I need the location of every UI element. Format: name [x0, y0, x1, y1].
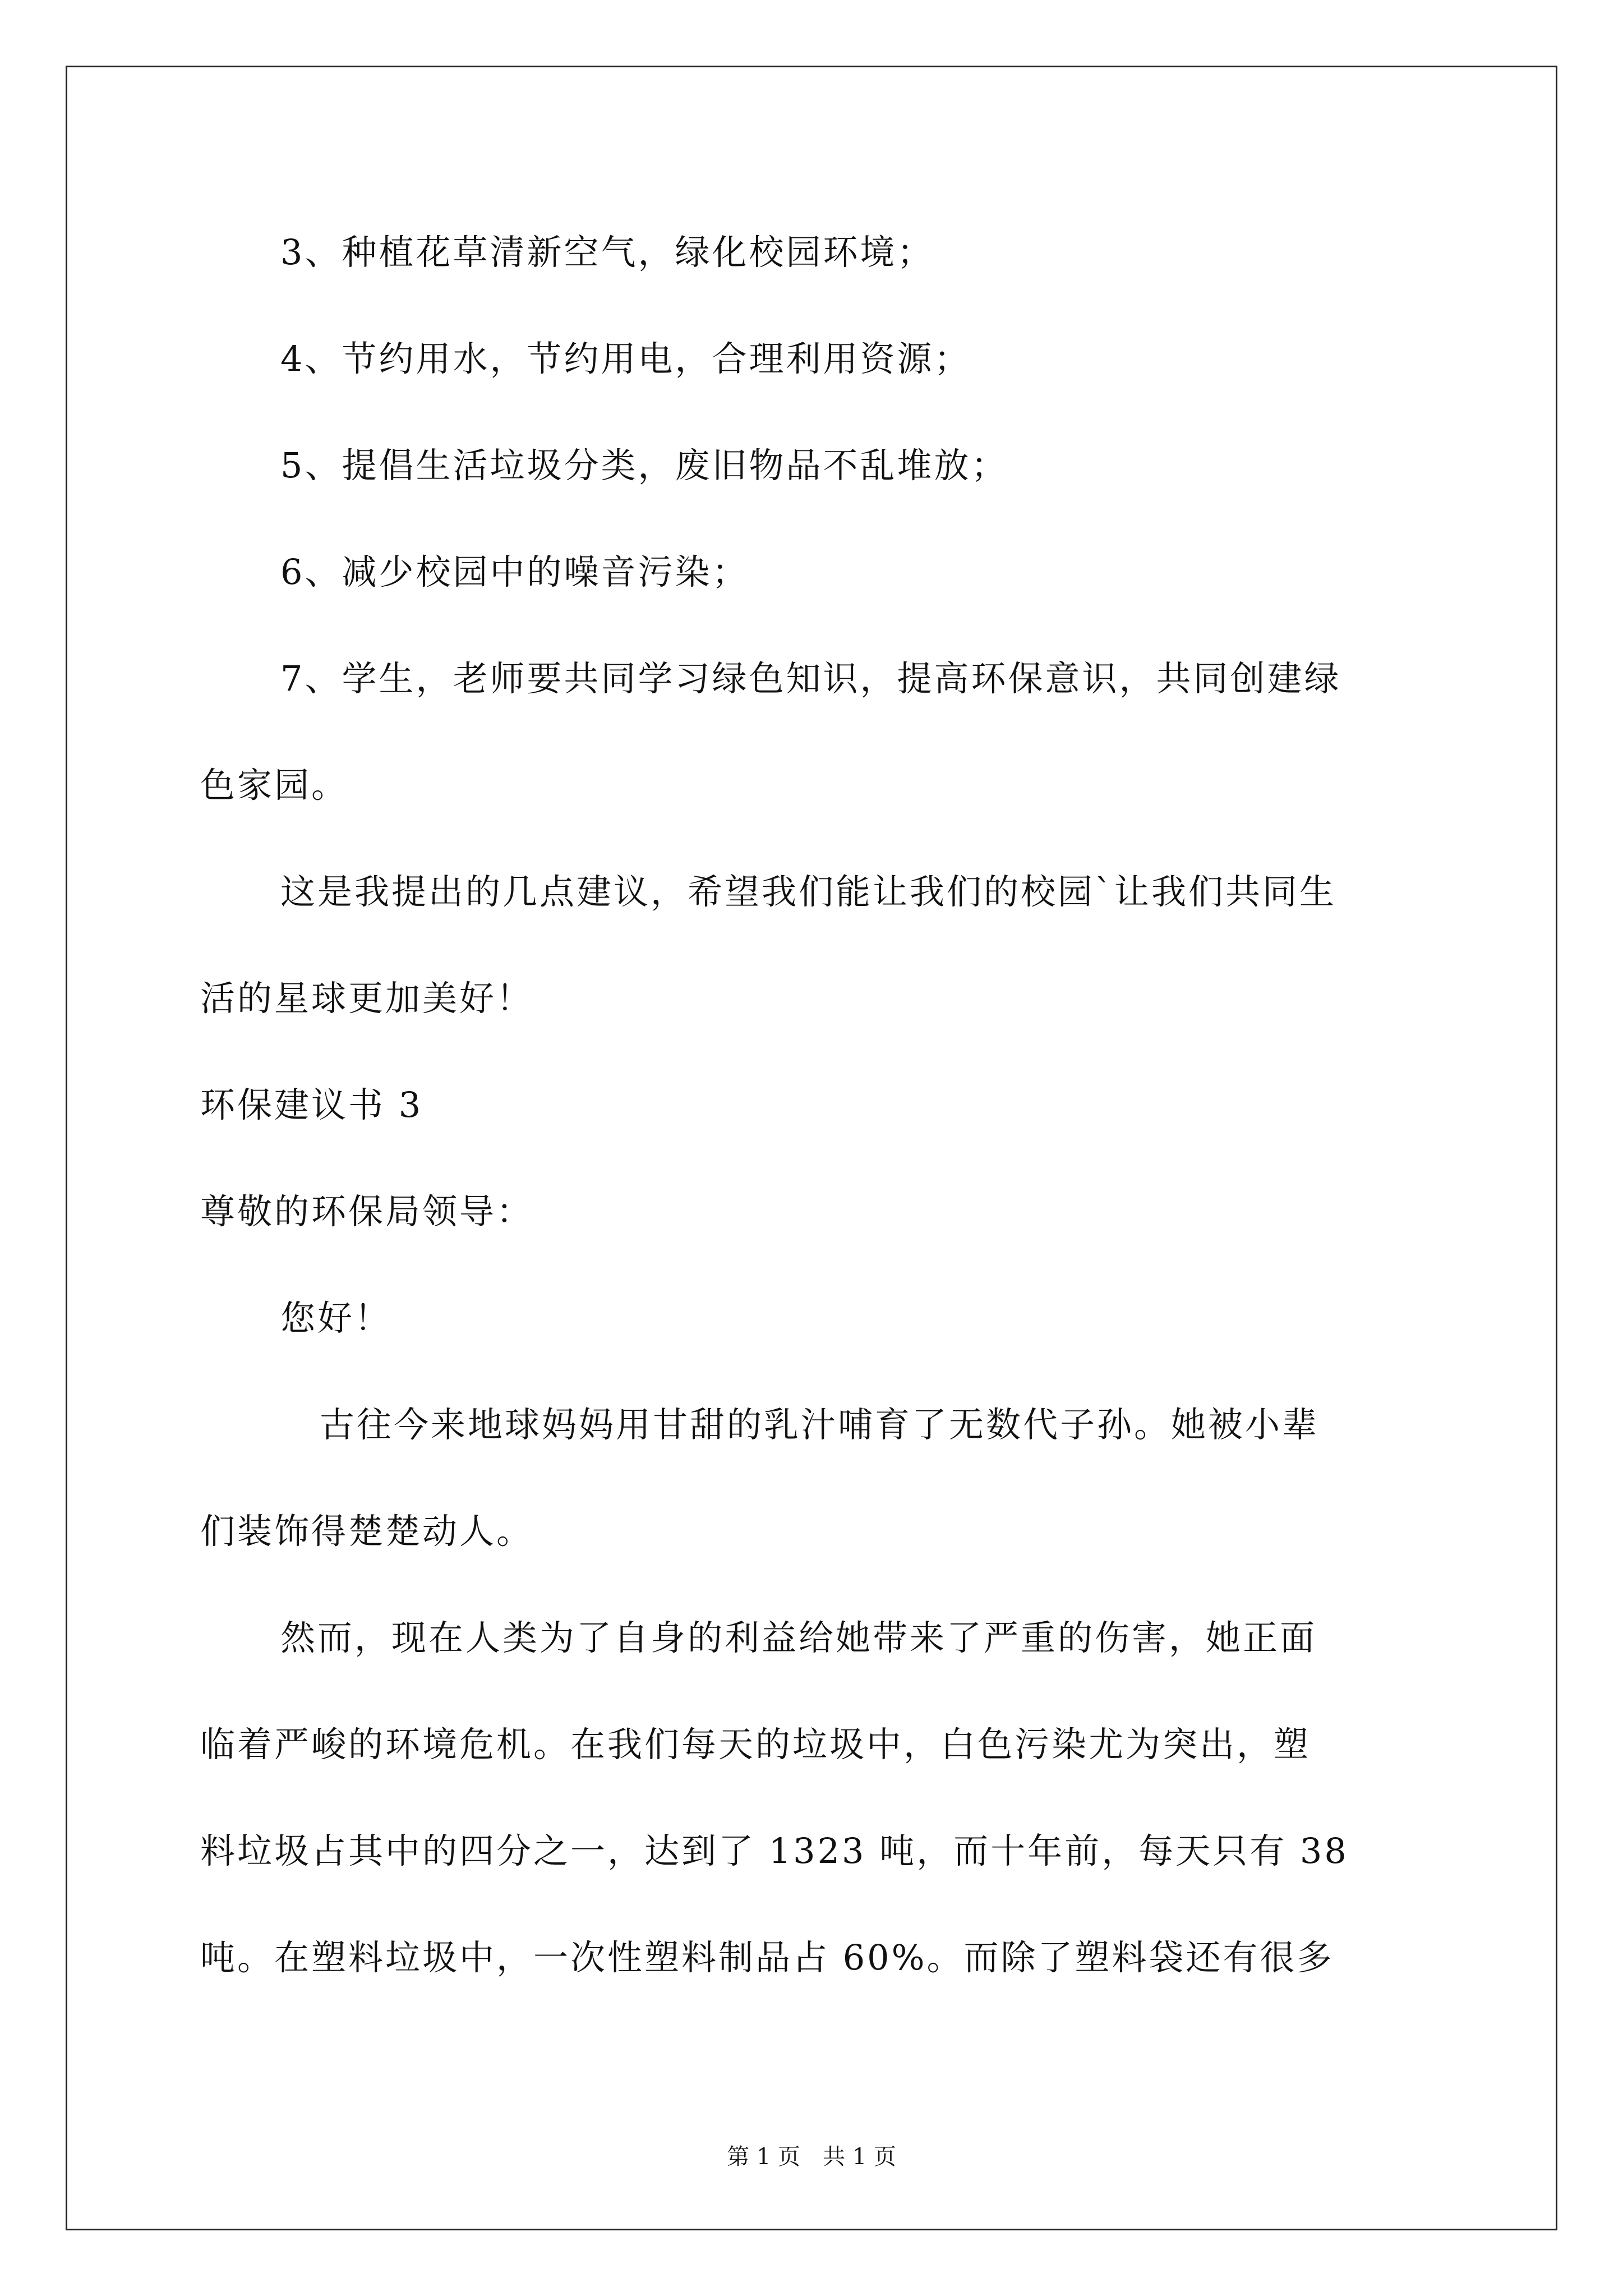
page-frame: [66, 66, 1557, 2230]
body-paragraph-2-line-3: 料垃圾占其中的四分之一，达到了 1323 吨，而十年前，每天只有 38: [200, 1830, 1349, 1871]
body-paragraph-2-line-1: 然而，现在人类为了自身的利益给她带来了严重的伤害，她正面: [280, 1617, 1317, 1658]
suggestion-6: 6、减少校园中的噪音污染；: [280, 551, 749, 592]
suggestion-5: 5、提倡生活垃圾分类，废旧物品不乱堆放；: [280, 445, 1008, 486]
page-footer: 第 1 页 共 1 页: [727, 2144, 896, 2170]
suggestion-4: 4、节约用水，节约用电，合理利用资源；: [280, 338, 971, 379]
body-paragraph-1-line-2: 们装饰得楚楚动人。: [200, 1511, 534, 1552]
suggestion-7-line-1: 7、学生，老师要共同学习绿色知识，提高环保意识，共同创建绿: [280, 658, 1341, 699]
suggestion-7-line-2: 色家园。: [200, 765, 349, 806]
salutation: 尊敬的环保局领导：: [200, 1191, 534, 1232]
body-paragraph-1-line-1: 古往今来地球妈妈用甘甜的乳汁哺育了无数代子孙。她被小辈: [320, 1404, 1320, 1445]
body-paragraph-2-line-4: 吨。在塑料垃圾中，一次性塑料制品占 60%。而除了塑料袋还有很多: [200, 1937, 1334, 1978]
suggestion-3: 3、种植花草清新空气，绿化校园环境；: [280, 232, 934, 273]
section-title: 环保建议书 3: [200, 1084, 423, 1125]
closing-paragraph-line-1: 这是我提出的几点建议，希望我们能让我们的校园`让我们共同生: [280, 871, 1337, 912]
greeting: 您好！: [280, 1297, 392, 1338]
body-paragraph-2-line-2: 临着严峻的环境危机。在我们每天的垃圾中，白色污染尤为突出，塑: [200, 1724, 1311, 1765]
closing-paragraph-line-2: 活的星球更加美好！: [200, 978, 534, 1019]
